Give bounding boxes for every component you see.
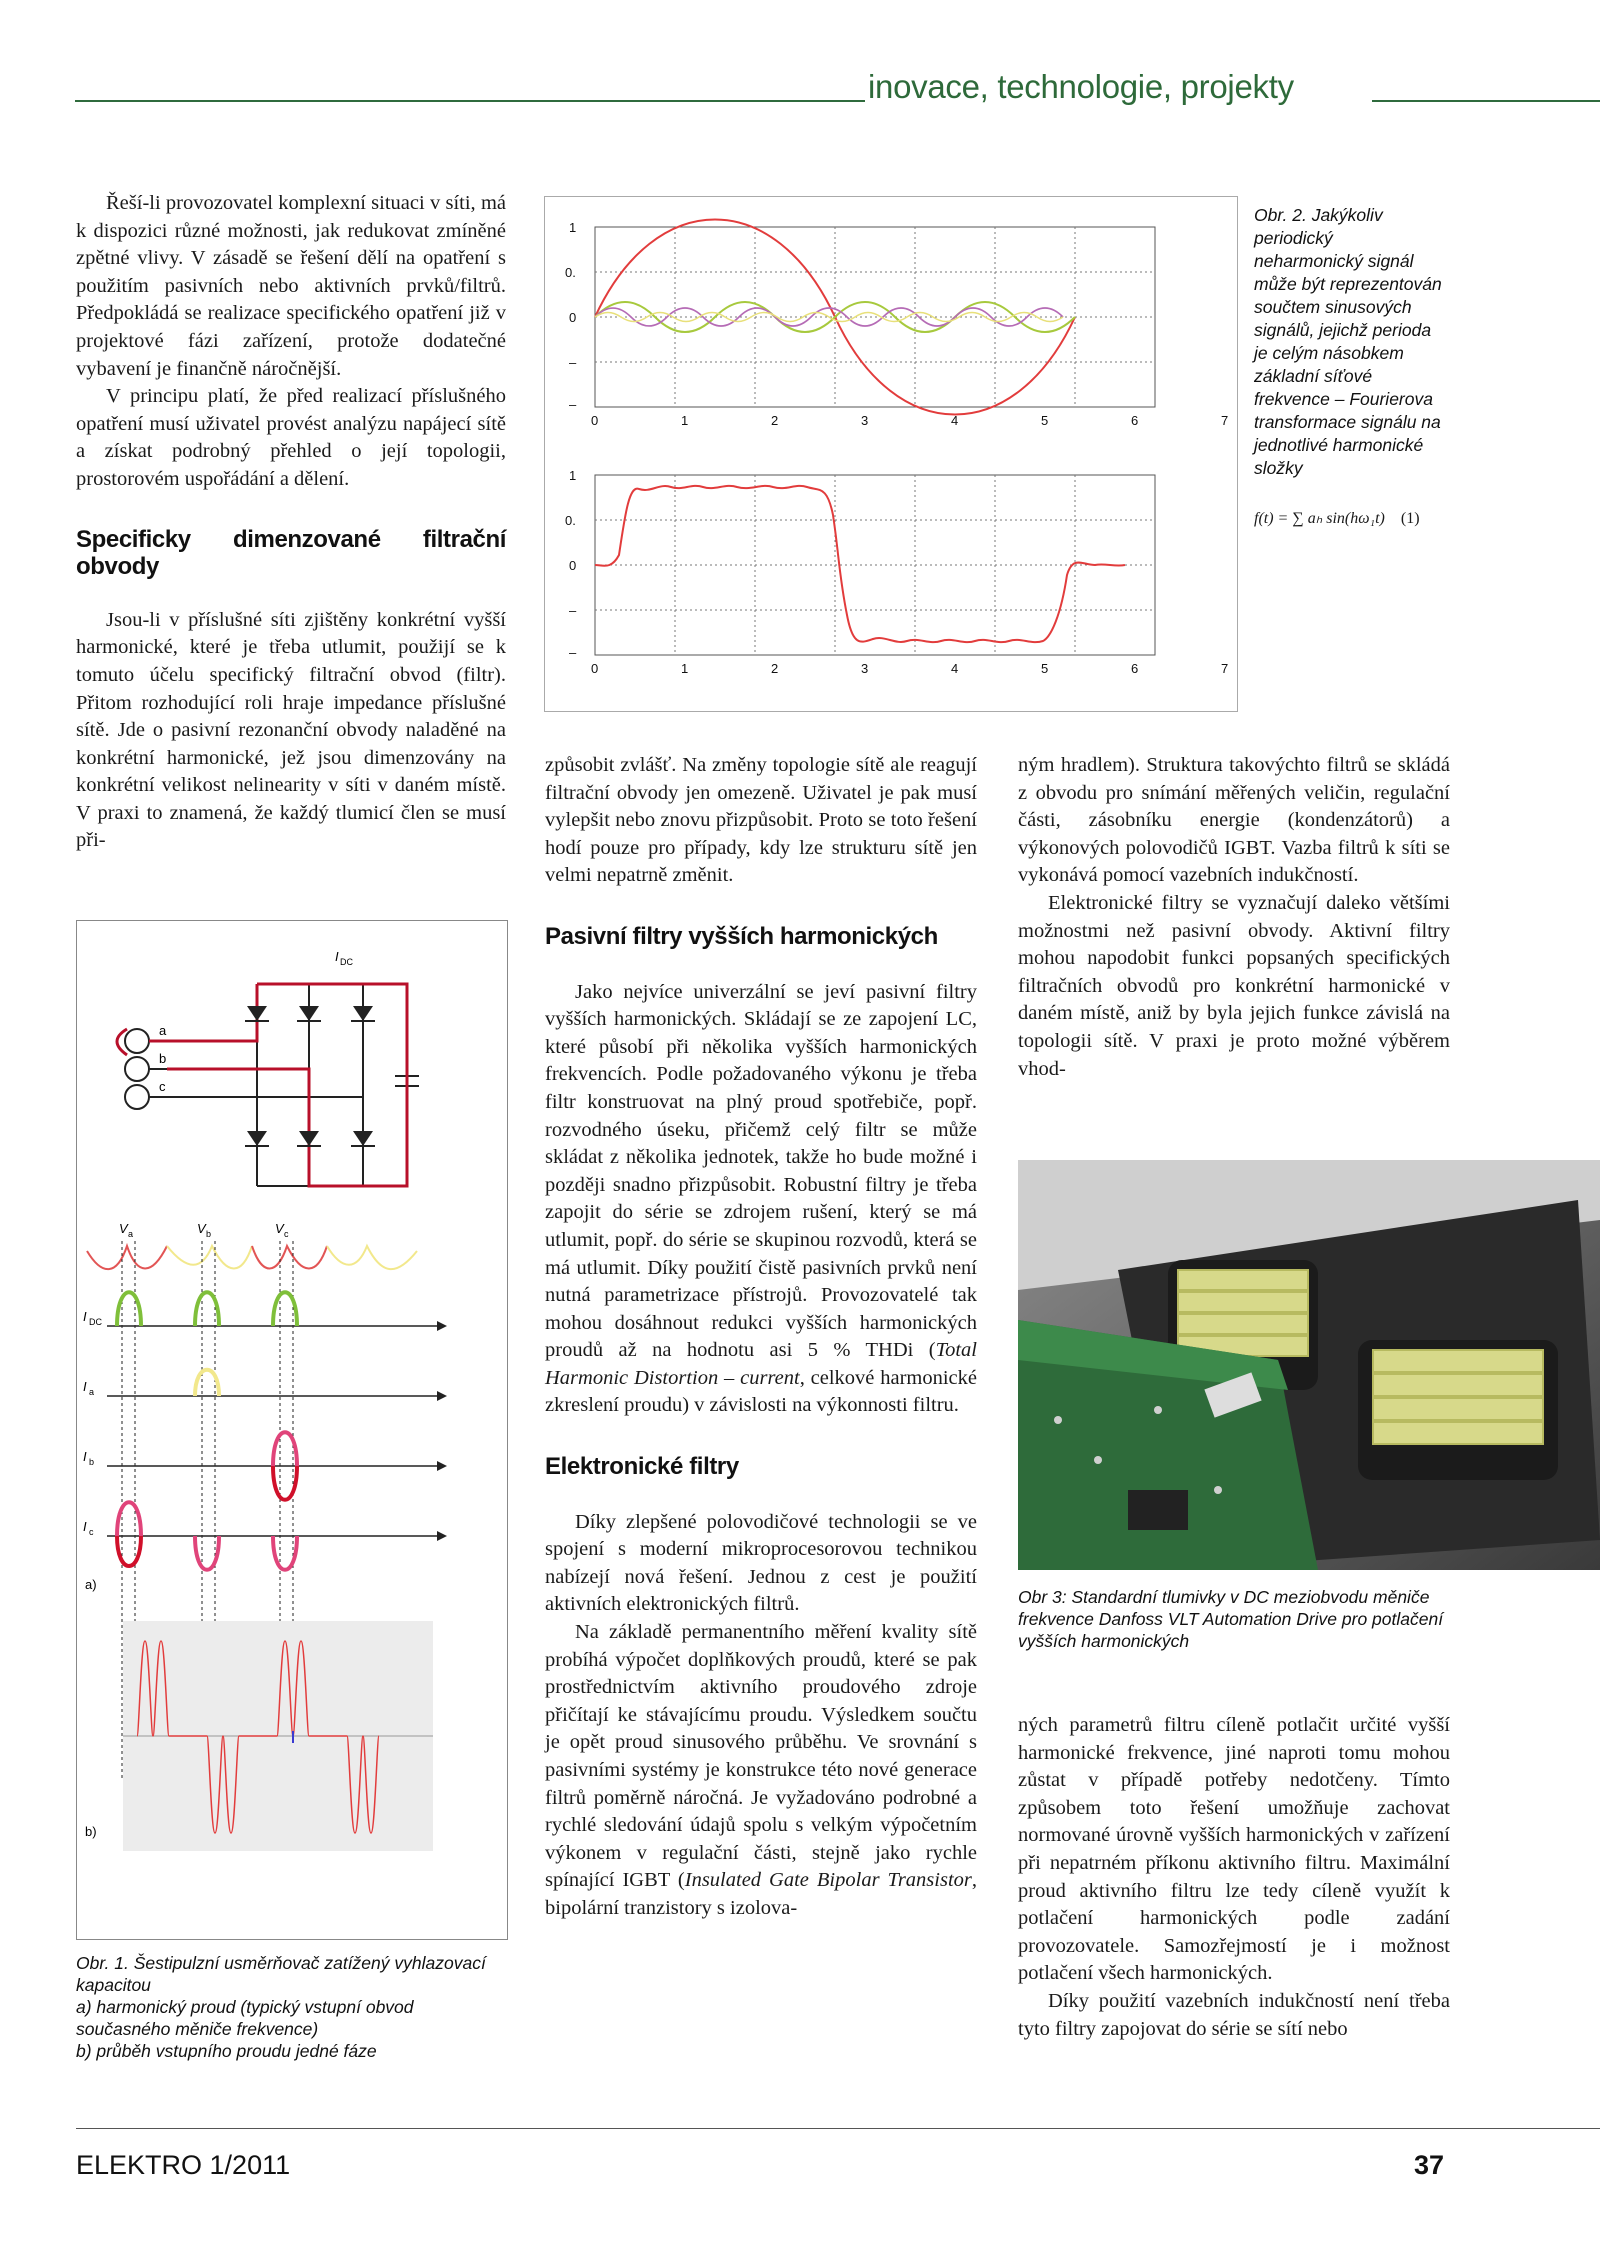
- svg-text:0: 0: [591, 661, 599, 676]
- svg-text:0: 0: [591, 413, 599, 428]
- svg-text:0.: 0.: [565, 513, 576, 528]
- svg-text:4: 4: [951, 661, 959, 676]
- figure-2-caption: Obr. 2. Jakýkoliv periodický neharmonický signál může být reprezentován součtem sinusových signálů, jejichž perioda je celým násobkem základní síťové frekvence – Fourierova transformace signálu na jednotlivé harmonické složky: [1254, 205, 1442, 478]
- fourier-formula: f(t) = ∑ aₕ sin(hω₁t) (1): [1254, 510, 1420, 527]
- svg-text:V: V: [197, 1221, 206, 1236]
- voltage-waves: [87, 1246, 417, 1269]
- subheading: Pasivní filtry vyšších harmonických: [545, 922, 938, 950]
- choke-photo: [1018, 1160, 1600, 1570]
- column-1: [76, 190, 506, 855]
- svg-text:1: 1: [569, 468, 577, 483]
- column-3-bottom: [1018, 1712, 1450, 2043]
- svg-text:–: –: [569, 603, 577, 618]
- svg-text:0: 0: [569, 310, 577, 325]
- footer-journal: ELEKTRO 1/2011: [76, 2150, 291, 2180]
- svg-text:5: 5: [1041, 661, 1049, 676]
- header-rule-left: [75, 100, 865, 102]
- paragraph: Díky použití vazebních indukčností není třeba tyto filtry zapojovat do série se sítí nebo: [1018, 1989, 1450, 2040]
- caption-a: a) harmonický proud (typický vstupní obvod současného měniče frekvence): [76, 1997, 414, 2039]
- rectifier-figure: [77, 921, 507, 1939]
- paragraph: Řeší-li provozovatel komplexní situaci v síti, má k dispozici různé možnosti, jak redukovat zmíněné zpětné vlivy. V zásadě se řešení dělí na opatření s použitím pasivních nebo aktivních prvků/filtrů. Předpokládá se realizace specifického opatření již v projektové fázi zařízení, protože dodatečné vybavení je finančně náročnější.: [76, 192, 506, 380]
- svg-text:1: 1: [681, 661, 689, 676]
- svg-text:1: 1: [569, 220, 577, 235]
- caption-title: Obr. 1. Šestipulzní usměrňovač zatížený vyhlazovací kapacitou: [76, 1953, 486, 1995]
- figure-fourier: [544, 196, 1238, 712]
- svg-text:b: b: [159, 1051, 167, 1066]
- idc-label: I: [335, 949, 339, 964]
- svg-text:4: 4: [951, 413, 959, 428]
- svg-text:7: 7: [1221, 661, 1229, 676]
- svg-text:a: a: [128, 1229, 134, 1239]
- svg-text:–: –: [569, 397, 577, 412]
- svg-text:c: c: [284, 1229, 289, 1239]
- paragraph: V principu platí, že před realizací příslušného opatření musí uživatel provést analýzu napájecí sítě a získat podrobný přehled o její topologii, prostorovém uspořádání a dělení.: [76, 385, 506, 490]
- svg-text:6: 6: [1131, 413, 1139, 428]
- subheading: Elektronické filtry: [545, 1453, 739, 1481]
- svg-text:b: b: [206, 1229, 212, 1239]
- figure-rectifier: [76, 920, 508, 1940]
- svg-text:b: b: [89, 1457, 95, 1467]
- figure-3-caption: Obr 3: Standardní tlumivky v DC meziobvodu měniče frekvence Danfoss VLT Automation Drive pro potlačení vyšších harmonických: [1018, 1587, 1444, 1651]
- footer-page-number: 37: [1414, 2150, 1445, 2180]
- svg-text:a: a: [89, 1387, 95, 1397]
- svg-text:V: V: [275, 1221, 284, 1236]
- paragraph: Jako nejvíce univerzální se jeví pasivní filtry vyšších harmonických. Skládají se ze zapojení LC, které působí při několika vyšších harmonických frekvencích. Podle požadovaného výkonu je třeba filtr konstruovat na plný proud spotřebiče, popř. rozvodného úseku, přičemž celý filtr se může skládat z několika jednotek, takže ho bude možné i později snadno přizpůsobit. Robustní filtry je třeba zapojit do série se zdrojem rušení, který se má utlumit, popř. do série se skupinou rozvodů, která se má utlumit. Díky použití čistě pasivních prvků není nutná parametrizace přístrojů. Provozovatelé tak mohou dosáhnout redukci vyšších harmonických proudů až na hodnotu asi 5 % THDi (Total Harmonic Distortion – current, celkové harmonické zkreslení proudu) v závislosti na výkonnosti filtru.: [545, 980, 977, 1417]
- svg-text:3: 3: [861, 413, 869, 428]
- column-3-top: [1018, 752, 1450, 1083]
- fourier-plots: [545, 197, 1237, 711]
- choke-right: [1358, 1340, 1558, 1480]
- svg-text:2: 2: [771, 413, 779, 428]
- choke-photo-illustration: [1018, 1160, 1600, 1570]
- header-rule-right: [1372, 100, 1600, 102]
- svg-text:I: I: [83, 1519, 87, 1534]
- svg-text:1: 1: [681, 413, 689, 428]
- section-title: inovace, technologie, projekty: [868, 68, 1294, 105]
- svg-text:V: V: [119, 1221, 128, 1236]
- svg-text:a: a: [159, 1023, 167, 1038]
- paragraph: ným hradlem). Struktura takovýchto filtrů se skládá z obvodu pro snímání měřených veličin, regulační části, zásobníku energie (kondenzátorů) a výkonových polovodičů IGBT. Vazba filtrů k síti se vykonává pomocí vazebních indukčností.: [1018, 754, 1450, 887]
- svg-text:5: 5: [1041, 413, 1049, 428]
- svg-text:I: I: [83, 1309, 87, 1324]
- paragraph: Elektronické filtry se vyznačují daleko většími možnostmi než pasivní obvody. Aktivní filtry mohou napodobit funkci popsaných specifických filtračních obvodů pro konkrétní harmonické v daném místě, aniž by byla jejich funkce závislá na topologii sítě. V praxi je proto možné výběrem vhod-: [1018, 891, 1450, 1080]
- top-plot: [565, 220, 1228, 429]
- svg-text:–: –: [569, 355, 577, 370]
- column-2: [545, 752, 977, 1923]
- svg-text:a): a): [85, 1577, 97, 1592]
- paragraph: Díky zlepšené polovodičové technologii se ve spojení s moderní mikroprocesorovou technikou nabízejí nová řešení. Jednou z cest je použití aktivních elektronických filtrů.: [545, 1510, 977, 1616]
- paragraph: způsobit zvlášť. Na změny topologie sítě ale reagují filtrační obvody jen omezeně. Uživatel je pak musí vylepšit nebo znovu přizpůsobit. Proto se toto řešení hodí pouze pro případy, kdy lze strukturu sítě jen velmi nepatrně změnit.: [545, 754, 977, 887]
- svg-text:c: c: [89, 1527, 94, 1537]
- footer-rule: [76, 2128, 1600, 2129]
- svg-text:3: 3: [861, 661, 869, 676]
- paragraph: Jsou-li v příslušné síti zjištěny konkrétní vyšší harmonické, které je třeba utlumit, použijí se k tomuto účelu specifický filtrační obvod (filtr). Přitom rozhodující roli hraje impedance příslušné sítě. Jde o pasivní rezonanční obvody naladěné na konkrétní harmonické, jež jsou dimenzovány na konkrétní velikost nelinearity v síti v daném místě. V praxi to znamená, že každý tlumicí člen se musí při-: [76, 608, 506, 852]
- svg-text:DC: DC: [340, 957, 353, 967]
- paragraph: ných parametrů filtru cíleně potlačit určité vyšší harmonické frekvence, jiné naproti tomu mohou zůstat v případě potřeby nedotčeny. Tímto způsobem toto řešení umožňuje zachovat normované úrovně vyšších harmonických v zařízení při nepatrném příkonu aktivního filtru. Maximální proud aktivního filtru lze tedy cíleně využít k potlačení harmonických podle zadání provozovatele. Samozřejmostí je i možnost potlačení všech harmonických.: [1018, 1714, 1450, 1985]
- caption-b: b) průběh vstupního proudu jedné fáze: [76, 2041, 377, 2061]
- svg-text:0: 0: [569, 558, 577, 573]
- svg-text:b): b): [85, 1824, 97, 1839]
- rectifier-circuit: [125, 984, 419, 1186]
- svg-text:7: 7: [1221, 413, 1229, 428]
- paragraph: Na základě permanentního měření kvality sítě probíhá výpočet doplňkových proudů, které se pak prostřednictvím aktivního proudového zdroje přičítají ke stávajícímu proudu. Výsledkem součtu je opět proud sinusového průběhu. Ve srovnání s pasivními systémy je konstrukce této nové generace filtrů poměrně náročná. Je vyžadováno podrobné a rychlé sledování údajů spolu s velkým výpočetním výkonem v regulační části, stejně jako rychle spínající IGBT (Insulated Gate Bipolar Transistor, bipolární tranzistory s izolova-: [545, 1621, 977, 1919]
- svg-text:6: 6: [1131, 661, 1139, 676]
- svg-text:I: I: [83, 1379, 87, 1394]
- svg-text:c: c: [159, 1079, 166, 1094]
- subheading: Specificky dimenzované filtrační obvody: [76, 525, 506, 581]
- svg-text:I: I: [83, 1449, 87, 1464]
- svg-text:2: 2: [771, 661, 779, 676]
- svg-text:0.: 0.: [565, 265, 576, 280]
- svg-text:DC: DC: [89, 1317, 102, 1327]
- bottom-plot: [565, 468, 1228, 676]
- svg-text:–: –: [569, 645, 577, 660]
- figure-1-caption: [76, 1952, 506, 2062]
